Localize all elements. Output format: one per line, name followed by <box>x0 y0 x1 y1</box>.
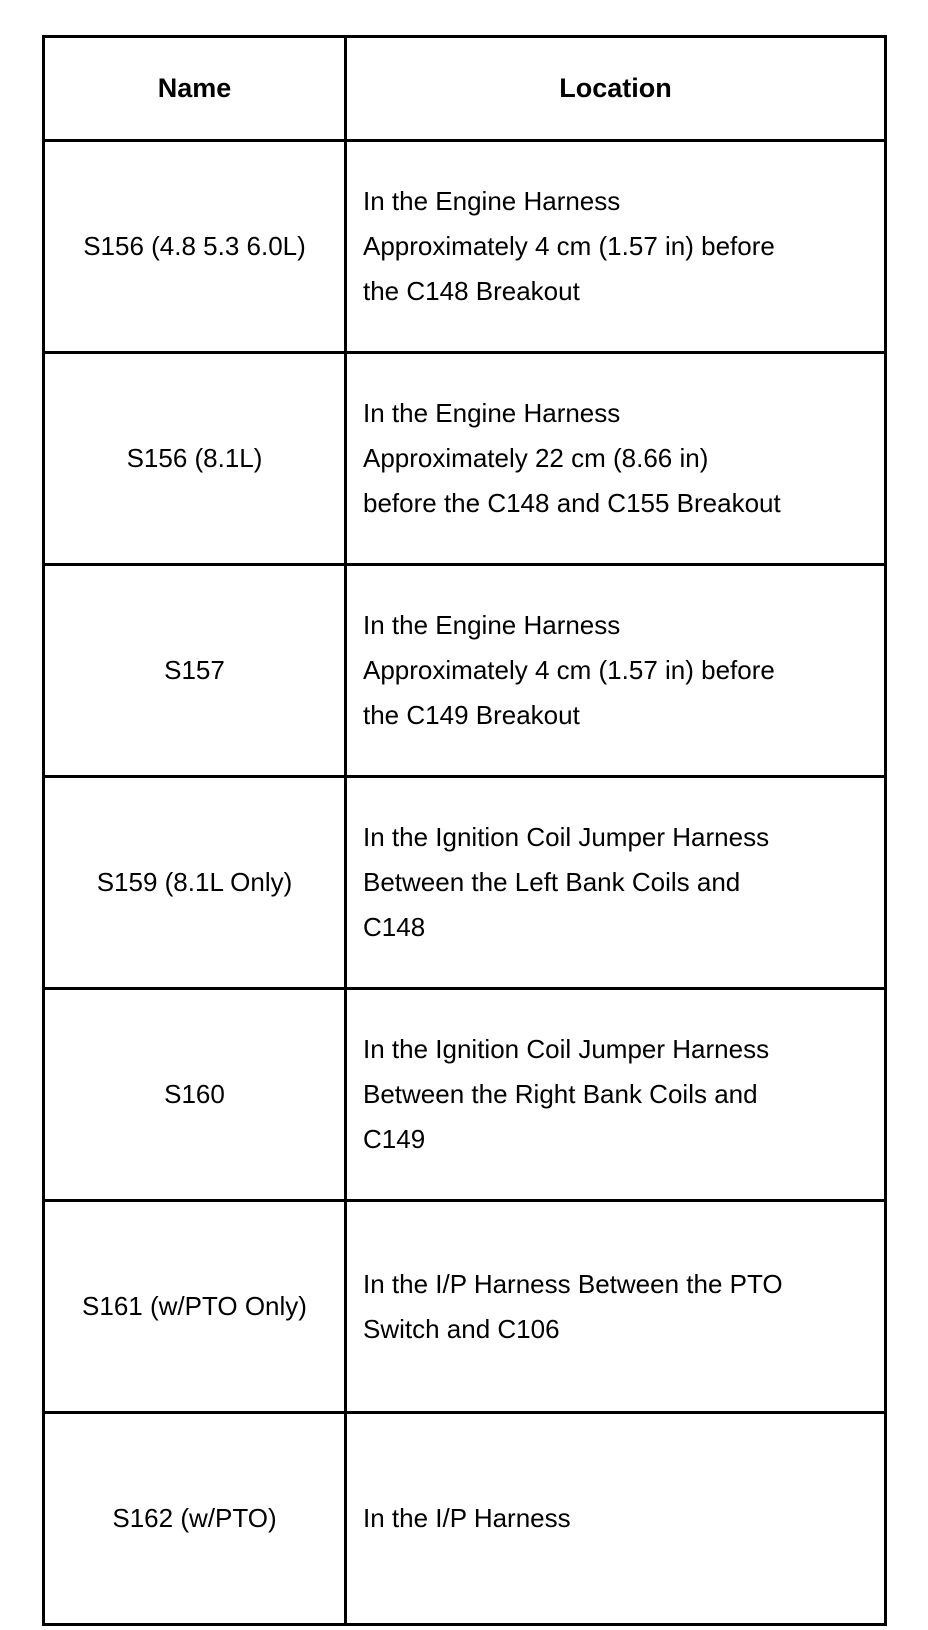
splice-location-cell <box>346 565 886 777</box>
location-line: C149 <box>363 1124 426 1154</box>
table-row <box>44 777 886 989</box>
splice-location-cell <box>346 1413 886 1625</box>
location-line: Between the Left Bank Coils and <box>363 867 741 897</box>
location-line: the C149 Breakout <box>363 700 580 730</box>
table-row <box>44 353 886 565</box>
splice-name-cell: S156 (8.1L) <box>44 353 346 565</box>
splice-name-cell: S156 (4.8 5.3 6.0L) <box>44 141 346 353</box>
location-line: C148 <box>363 912 426 942</box>
location-line: In the Ignition Coil Jumper Harness <box>363 1034 770 1064</box>
splice-name-cell: S162 (w/PTO) <box>44 1413 346 1625</box>
table-row <box>44 1413 886 1625</box>
splice-name-cell: S160 <box>44 989 346 1201</box>
location-line: the C148 Breakout <box>363 276 580 306</box>
location-line: Approximately 4 cm (1.57 in) before <box>363 231 775 261</box>
location-line: In the Engine Harness <box>363 398 621 428</box>
location-line: In the Engine Harness <box>363 186 621 216</box>
splice-name-cell: S157 <box>44 565 346 777</box>
table-row <box>44 141 886 353</box>
splice-location-table <box>42 35 887 1626</box>
location-line: before the C148 and C155 Breakout <box>363 488 781 518</box>
location-line: In the I/P Harness Between the PTO <box>363 1268 783 1299</box>
splice-name-cell: S161 (w/PTO Only) <box>44 1201 346 1413</box>
location-line: Switch and C106 <box>363 1313 560 1344</box>
column-header-name: Name <box>44 37 346 141</box>
table-row <box>44 565 886 777</box>
location-line: In the Ignition Coil Jumper Harness <box>363 822 770 852</box>
location-line: Approximately 22 cm (8.66 in) <box>363 443 709 473</box>
location-line: In the I/P Harness <box>363 1503 571 1533</box>
splice-location-cell <box>346 777 886 989</box>
table-row <box>44 1201 886 1413</box>
splice-name-cell: S159 (8.1L Only) <box>44 777 346 989</box>
splice-location-cell <box>346 989 886 1201</box>
column-header-location: Location <box>346 37 886 141</box>
splice-location-cell <box>346 1201 886 1413</box>
splice-location-cell <box>346 141 886 353</box>
table-header-row <box>44 37 886 141</box>
location-line: Between the Right Bank Coils and <box>363 1079 758 1109</box>
splice-location-cell <box>346 353 886 565</box>
table-row <box>44 989 886 1201</box>
location-line: Approximately 4 cm (1.57 in) before <box>363 655 775 685</box>
location-line: In the Engine Harness <box>363 610 621 640</box>
